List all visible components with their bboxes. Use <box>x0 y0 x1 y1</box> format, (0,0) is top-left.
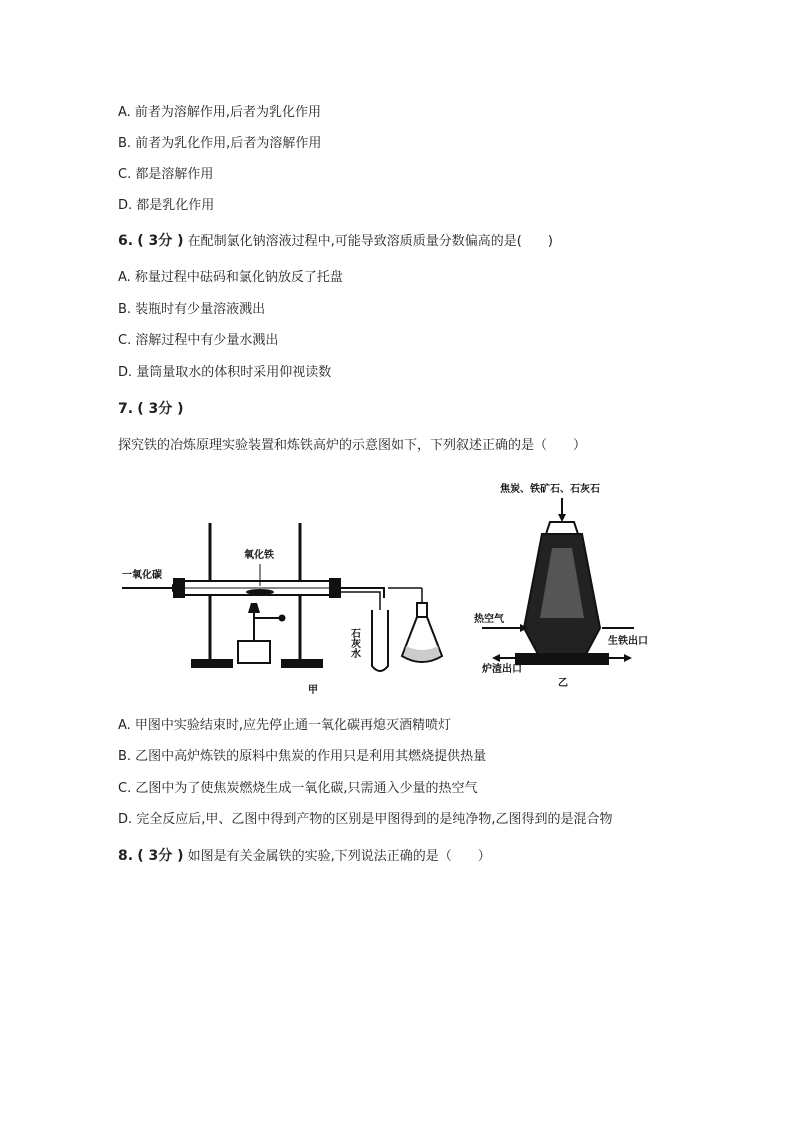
label-iron-oxide: 氧化铁 <box>244 550 274 561</box>
label-pig-iron-outlet: 生铁出口 <box>608 636 648 647</box>
q6-score: ( 3分 ) <box>137 233 184 249</box>
label-hot-air: 热空气 <box>474 614 504 625</box>
q8-stem: 如图是有关金属铁的实验,下列说法正确的是（ ） <box>187 849 491 864</box>
q6-option-a: A. 称量过程中砝码和氯化钠放反了托盘 <box>118 270 343 285</box>
label-limewater: 石灰水 <box>348 628 360 658</box>
q5-option-b: B. 前者为乳化作用,后者为溶解作用 <box>118 136 322 151</box>
label-co-inlet: 一氧化碳 <box>122 570 162 581</box>
q7-number: 7. <box>118 401 134 417</box>
q7-header <box>118 400 184 419</box>
q6-number: 6. <box>118 233 134 249</box>
q5-option-a: A. 前者为溶解作用,后者为乳化作用 <box>118 105 322 120</box>
iron-smelting-figure <box>122 478 652 698</box>
q6-option-c: C. 溶解过程中有少量水溅出 <box>118 333 279 348</box>
q8-number: 8. <box>118 848 134 864</box>
q7-option-b: B. 乙图中高炉炼铁的原料中焦炭的作用只是利用其燃烧提供热量 <box>118 749 487 764</box>
q7-score: ( 3分 ) <box>137 401 184 417</box>
q6-option-b: B. 装瓶时有少量溶液溅出 <box>118 302 266 317</box>
caption-jia: 甲 <box>308 685 318 696</box>
q7-option-d: D. 完全反应后,甲、乙图中得到产物的区别是甲图得到的是纯净物,乙图得到的是混合物 <box>118 812 613 827</box>
label-slag-outlet: 炉渣出口 <box>482 664 522 675</box>
q5-option-c: C. 都是溶解作用 <box>118 167 214 182</box>
q6-stem: 在配制氯化钠溶液过程中,可能导致溶质质量分数偏高的是( ) <box>187 234 553 249</box>
label-furnace-feed: 焦炭、铁矿石、石灰石 <box>500 484 600 495</box>
q8-header <box>118 847 491 866</box>
q7-option-a: A. 甲图中实验结束时,应先停止通一氧化碳再熄灭酒精喷灯 <box>118 718 452 733</box>
apparatus-jia <box>122 523 442 671</box>
q6-option-d: D. 量筒量取水的体积时采用仰视读数 <box>118 365 332 380</box>
q6-header <box>118 232 553 251</box>
caption-yi: 乙 <box>558 678 568 689</box>
q5-option-d: D. 都是乳化作用 <box>118 198 215 213</box>
q7-stem: 探究铁的冶炼原理实验装置和炼铁高炉的示意图如下，下列叙述正确的是（ ） <box>118 438 587 453</box>
q8-score: ( 3分 ) <box>137 848 184 864</box>
q7-option-c: C. 乙图中为了使焦炭燃烧生成一氧化碳,只需通入少量的热空气 <box>118 781 478 796</box>
